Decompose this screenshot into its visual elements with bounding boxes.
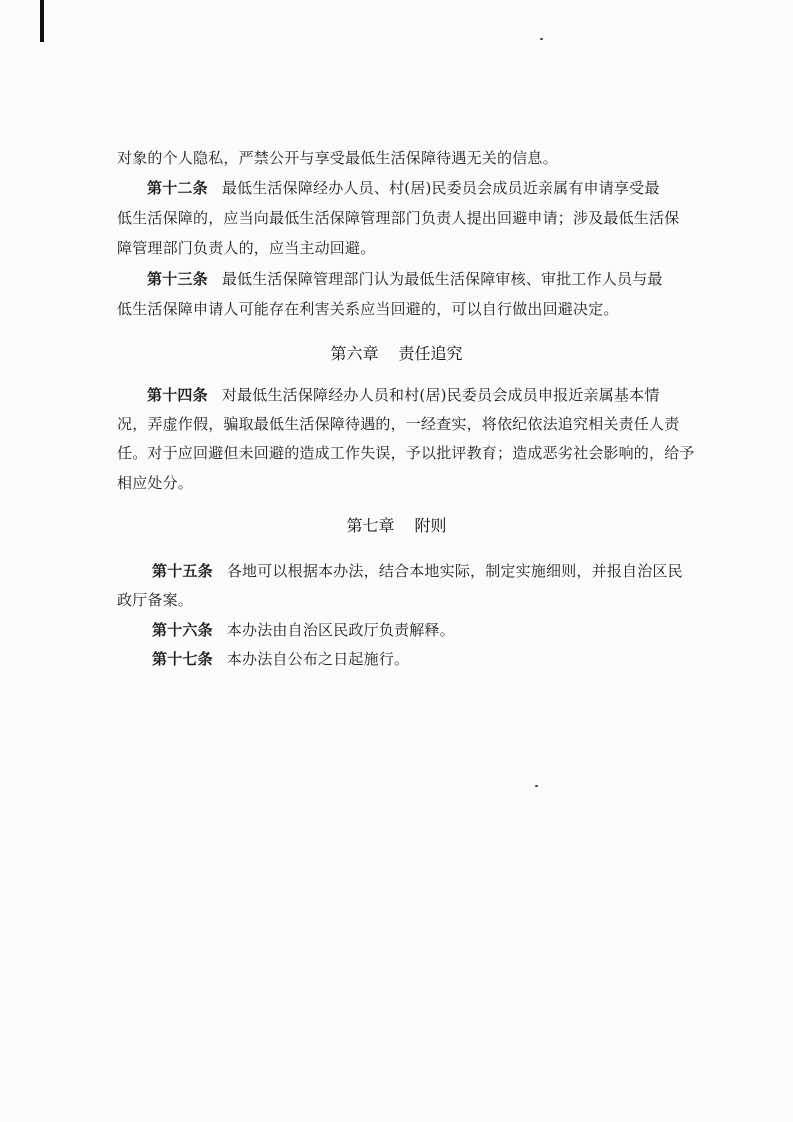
article-12-line-1: 第十二条 最低生活保障经办人员、村(居)民委员会成员近亲属有申请享受最	[147, 179, 660, 197]
scan-speck	[540, 38, 543, 40]
article-17-line-1: 第十七条 本办法自公布之日起施行。	[152, 650, 410, 668]
chapter-6-number: 第六章	[330, 344, 379, 363]
chapter-7-title: 附则	[414, 516, 447, 535]
article-14-line-1: 第十四条 对最低生活保障经办人员和村(居)民委员会成员申报近亲属基本情	[147, 386, 660, 404]
chapter-6-title: 责任追究	[398, 344, 463, 363]
scan-edge-mark	[40, 0, 44, 42]
chapter-7-number: 第七章	[346, 516, 395, 535]
article-15-line-1: 第十五条 各地可以根据本办法，结合本地实际，制定实施细则，并报自治区民	[152, 562, 683, 580]
scan-speck	[535, 785, 538, 787]
article-12-line-3: 障管理部门负责人的，应当主动回避。	[117, 239, 376, 257]
article-13-line-1: 第十三条 最低生活保障管理部门认为最低生活保障审核、审批工作人员与最	[147, 270, 663, 288]
article-12-heading: 第十二条	[147, 179, 208, 197]
article-17-heading: 第十七条	[152, 650, 213, 668]
article-15-line-2: 政厅备案。	[117, 591, 194, 609]
chapter-7-heading	[0, 515, 793, 537]
article-14-line-4: 相应处分。	[117, 474, 194, 492]
article-13-line-2: 低生活保障申请人可能存在利害关系应当回避的，可以自行做出回避决定。	[117, 300, 619, 318]
article-14-line-2: 况，弄虚作假，骗取最低生活保障待遇的，一经查实，将依纪依法追究相关责任人责	[117, 415, 680, 433]
article-12-line-2: 低生活保障的，应当向最低生活保障管理部门负责人提出回避申请；涉及最低生活保	[117, 209, 680, 227]
article-16-heading: 第十六条	[152, 621, 213, 639]
article-15-heading: 第十五条	[152, 562, 213, 580]
chapter-6-heading	[0, 343, 793, 365]
article-13-heading: 第十三条	[147, 270, 208, 288]
fragment-line: 对象的个人隐私，严禁公开与享受最低生活保障待遇无关的信息。	[117, 149, 558, 167]
article-14-line-3: 任。对于应回避但未回避的造成工作失误，予以批评教育；造成恶劣社会影响的，给予	[117, 444, 695, 462]
article-14-heading: 第十四条	[147, 386, 208, 404]
article-16-line-1: 第十六条 本办法由自治区民政厅负责解释。	[152, 621, 455, 639]
